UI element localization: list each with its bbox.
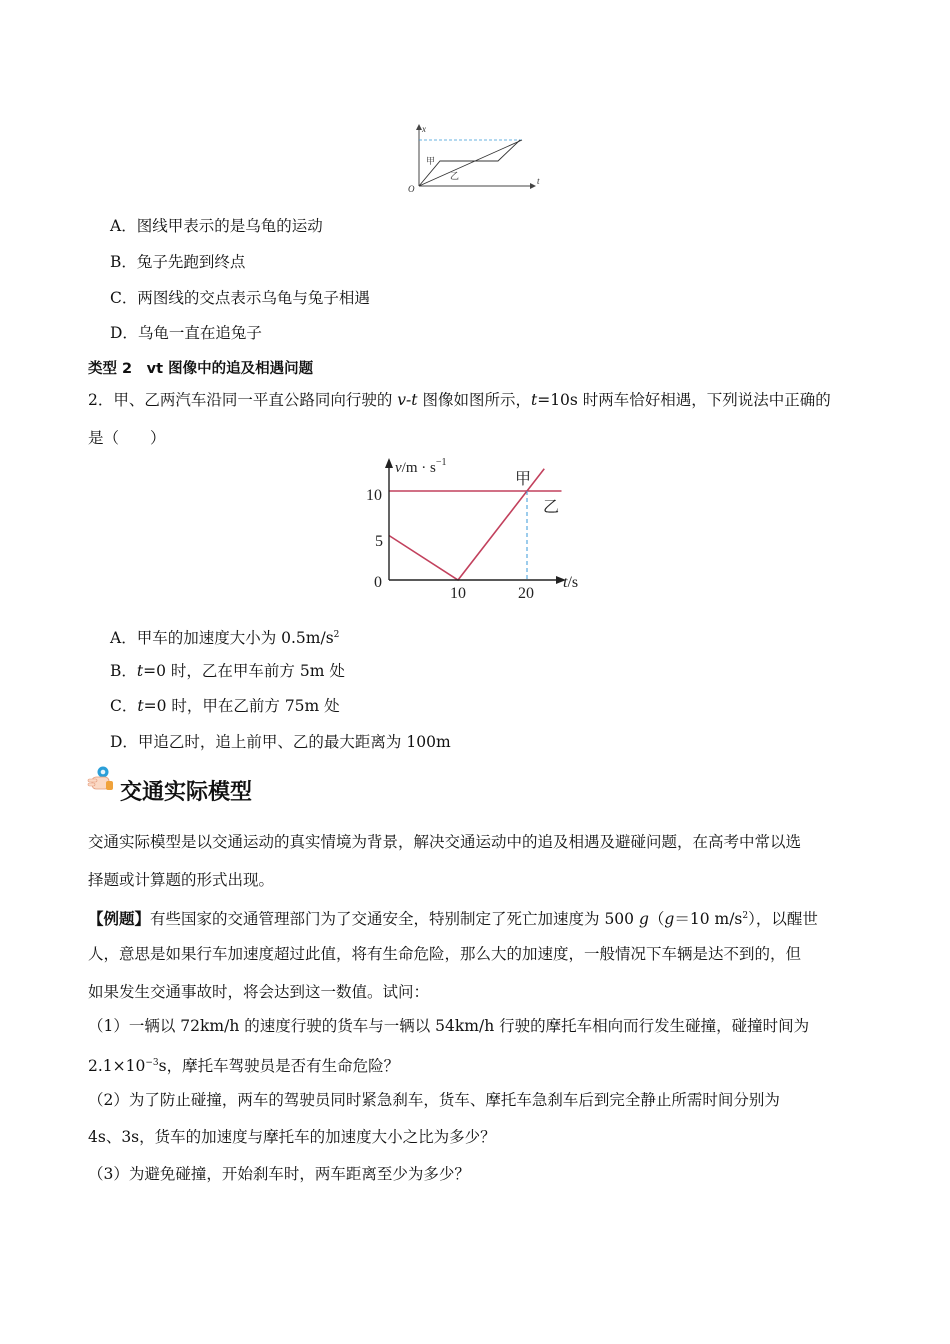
vt-ytick-10: 10: [366, 487, 382, 504]
example-tag: 【例题】: [88, 910, 151, 929]
q2-mid: 图像如图所示，: [417, 391, 531, 409]
q2-option-a-exp: 2: [333, 630, 340, 640]
q2-suffix: =10s 时两车恰好相遇，下列说法中正确的: [537, 391, 831, 409]
part2-line2: 4s、3s，货车的加速度与摩托车的加速度大小之比为多少？: [88, 1128, 496, 1146]
xt-t-arrow: [530, 183, 536, 189]
q2-option-b-prefix: B．: [110, 662, 137, 680]
q2-stem-line2: 是（ ）: [88, 429, 166, 447]
q2-option-c-suffix: =0 时，甲在乙前方 75m 处: [143, 697, 340, 715]
intro-line2: 择题或计算题的形式出现。: [88, 871, 275, 889]
example-line1-c: ＝10 m/s: [674, 910, 743, 929]
part2-line1: （2）为了防止碰撞，两车的驾驶员同时紧急刹车，货车、摩托车急刹车后到完全静止所需时间分别为: [88, 1091, 780, 1109]
vt-xlabel-unit: /s: [567, 574, 579, 591]
xt-yi-label: 乙: [450, 171, 460, 181]
type2-title: 类型 2 vt 图像中的追及相遇问题: [88, 361, 314, 377]
section-title: 交通实际模型: [120, 780, 253, 805]
q2-option-c-t: t: [137, 697, 144, 715]
q2-t: t: [530, 391, 538, 409]
part1-line2: [88, 1053, 399, 1076]
q2-option-b: [110, 661, 345, 681]
example-line3: 如果发生交通事故时，将会达到这一数值。试问：: [88, 983, 430, 1001]
example-line1: [88, 906, 818, 929]
xt-axis-t-label: t: [537, 176, 540, 186]
q2-option-c-prefix: C．: [110, 697, 138, 715]
q2-prefix: 2．甲、乙两汽车沿同一平直公路同向行驶的: [88, 391, 398, 409]
pointing-hand-icon: [86, 765, 116, 795]
q2-option-b-t: t: [136, 662, 144, 680]
xt-graph: [400, 122, 550, 194]
vt-xlabel: [563, 574, 578, 591]
q1-option-b: B．兔子先跑到终点: [110, 253, 246, 271]
example-g: g: [638, 910, 649, 929]
q1-option-a: A．图线甲表示的是乌龟的运动: [110, 217, 323, 235]
example-line1-d: ），以醒世: [748, 910, 818, 929]
example-line1-exp: 2: [742, 911, 749, 921]
xt-jia-label: 甲: [426, 156, 436, 166]
part1-line2-b: s，摩托车驾驶员是否有生命危险？: [158, 1057, 400, 1076]
part1-line2-a: 2.1×10: [88, 1057, 146, 1076]
part3-line1: （3）为避免碰撞，开始刹车时，两车距离至少为多少？: [88, 1165, 470, 1183]
vt-ylabel-unit: /m · s: [401, 460, 436, 476]
example-line1-a: 有些国家的交通管理部门为了交通安全，特别制定了死亡加速度为 500: [150, 910, 639, 929]
vt-ylabel: [395, 457, 446, 476]
q2-option-a-text: A．甲车的加速度大小为 0.5m/s: [110, 629, 334, 648]
xt-origin-label: O: [408, 184, 415, 194]
example-g2: g: [664, 910, 675, 929]
q2-option-b-suffix: =0 时，乙在甲车前方 5m 处: [143, 662, 345, 680]
q2-vt: v-t: [397, 391, 418, 409]
part1-line2-exp: −3: [145, 1058, 159, 1068]
q2-option-a: [110, 625, 339, 648]
vt-y-arrow: [385, 458, 393, 468]
q1-option-d: D．乌龟一直在追兔子: [110, 324, 262, 342]
q1-option-c: C．两图线的交点表示乌龟与兔子相遇: [110, 289, 370, 307]
q2-stem-line1: [88, 390, 831, 410]
vt-chart: [360, 452, 600, 604]
vt-ytick-0: 0: [374, 574, 382, 591]
vt-ylabel-v: v: [395, 460, 402, 476]
vt-yi-label: 乙: [543, 499, 560, 516]
example-line2: 人，意思是如果行车加速度超过此值，将有生命危险，那么大的加速度，一般情况下车辆是达不到的，但: [88, 945, 802, 963]
vt-xtick-10: 10: [450, 585, 466, 602]
intro-line1: 交通实际模型是以交通运动的真实情境为背景，解决交通运动中的追及相遇及避碰问题，在高考中常以选: [88, 833, 802, 851]
vt-xtick-20: 20: [518, 585, 534, 602]
vt-jia-label: 甲: [515, 471, 532, 488]
q2-option-c: [110, 696, 340, 716]
vt-xlabel-t: t: [563, 574, 568, 591]
q2-option-d: D．甲追乙时，追上前甲、乙的最大距离为 100m: [110, 733, 451, 751]
example-line1-b: （: [648, 910, 665, 929]
xt-axis-x-label: x: [422, 124, 426, 134]
vt-ylabel-exp: −1: [435, 457, 447, 468]
vt-ytick-5: 5: [375, 533, 383, 550]
part1-line1: （1）一辆以 72km/h 的速度行驶的货车与一辆以 54km/h 行驶的摩托车相向而行发生碰撞，碰撞时间为: [88, 1017, 810, 1035]
